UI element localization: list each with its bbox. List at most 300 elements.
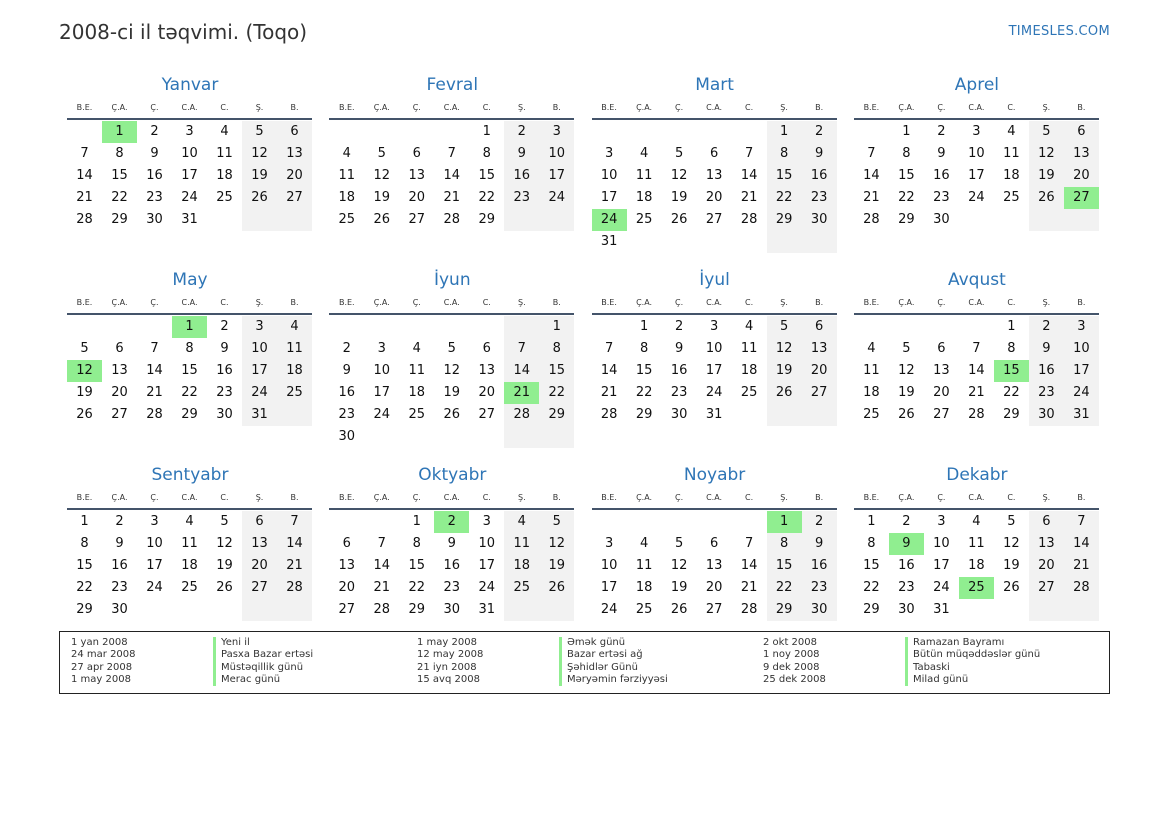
day-cell: 22 [76,580,93,595]
day-cell: 18 [635,190,653,205]
day-cell: 3 [185,124,194,139]
day-cell: 6 [412,146,421,161]
day-cell: 20 [338,580,356,595]
legend-holiday-name: Bütün müqəddəslər günü [905,649,1040,661]
weekday-label: C.A. [443,492,460,502]
day-cell: 7 [80,146,89,161]
day-cell: 21 [600,385,618,400]
day-cell: 30 [216,407,233,422]
weekday-label: Ç. [412,102,421,112]
day-cell: 1 [902,124,911,139]
day-cell: 27 [338,602,356,617]
day-cell: 13 [1073,146,1090,161]
day-cell: 5 [220,514,229,529]
day-cell: 18 [1003,168,1020,183]
legend-names-column [905,637,1040,686]
weekday-label: B. [815,102,824,112]
weekday-header [329,291,575,313]
legend-date: 27 apr 2008 [71,661,133,673]
day-cell: 21 [740,580,758,595]
weekday-label: C. [1007,297,1016,307]
day-cell: 29 [635,407,653,422]
day-cell: 12 [898,363,915,378]
header-rule [854,313,1099,315]
day-cell: 6 [814,319,824,334]
legend-dates-column [71,637,136,686]
legend-date: 2 okt 2008 [763,637,817,648]
weekday-label: Ş. [780,102,788,112]
day-cell: 6 [709,536,719,551]
days-grid [592,316,837,448]
day-cell: 22 [863,580,880,595]
day-cell: 26 [1003,580,1020,595]
day-cell: 17 [600,190,618,205]
legend-holiday-name: Tabaski [905,662,1040,674]
day-cell: 20 [478,385,496,400]
day-cell: 28 [443,212,461,227]
day-cell: 26 [670,602,688,617]
day-cell: 15 [408,558,426,573]
day-cell: 19 [443,385,461,400]
day-cell: 25 [286,385,303,400]
day-cell: 3 [1077,319,1086,334]
month-block [854,464,1100,643]
day-cell: 26 [1038,190,1055,205]
day-cell: 4 [972,514,981,529]
day-cell: 2 [674,319,684,334]
day-cell: 10 [146,536,163,551]
day-cell: 23 [1038,385,1055,400]
day-cell: 9 [447,536,456,551]
day-cell: 9 [814,536,824,551]
day-cell: 2 [342,341,351,356]
weekday-label: Ş. [255,492,264,502]
month-block [592,464,838,643]
day-cell: 25 [740,385,758,400]
day-cell: 13 [338,558,356,573]
day-cell: 18 [338,190,356,205]
day-cell: 24 [478,580,496,595]
day-cell: 6 [937,341,946,356]
weekday-label: Ç. [675,102,684,112]
day-cell: 19 [898,385,915,400]
day-cell: 10 [1073,341,1090,356]
month-name: Dekabr [946,465,1008,485]
day-cell: 14 [286,536,303,551]
day-cell: 23 [443,580,461,595]
weekday-label: Ç. [937,102,946,112]
day-cell: 21 [1073,558,1090,573]
day-cell: 19 [251,168,268,183]
day-cell: 17 [146,558,163,573]
day-cell: 7 [517,341,526,356]
weekday-label: C.A. [706,102,723,112]
weekday-label: Ç. [675,492,684,502]
days-grid [592,121,837,253]
weekday-label: Ş. [517,297,526,307]
day-cell: 23 [670,385,688,400]
day-cell: 5 [255,124,264,139]
day-cell: 7 [867,146,876,161]
day-cell: 22 [548,385,566,400]
day-cell: 9 [1042,341,1051,356]
weekday-label: C. [482,297,491,307]
day-cell: 23 [810,190,828,205]
weekday-label: Ç.A. [373,492,390,502]
day-cell: 16 [670,363,688,378]
day-cell: 27 [408,212,426,227]
day-cell: 8 [867,536,876,551]
weekday-label: Ç.A. [898,297,915,307]
legend-dates-column [417,637,483,686]
day-cell: 26 [373,212,391,227]
day-cell: 20 [1073,168,1090,183]
weekday-label: B.E. [338,492,355,502]
weekday-label: B. [290,297,299,307]
weekday-label: C.A. [443,297,460,307]
day-cell: 20 [251,558,268,573]
day-cell: 18 [286,363,303,378]
legend-date: 12 may 2008 [417,649,484,661]
day-cell: 23 [216,385,233,400]
weekday-label: Ş. [1042,297,1051,307]
day-cell: 19 [548,558,566,573]
month-block [592,269,838,448]
weekday-label: C. [745,102,754,112]
day-cell: 21 [443,190,461,205]
day-cell: 4 [744,319,754,334]
day-cell: 24 [968,190,985,205]
legend-date: 24 mar 2008 [71,649,136,661]
holiday-day-cell: 1 [172,316,207,338]
day-cell: 25 [513,580,531,595]
legend-date: 9 dek 2008 [763,661,820,673]
weekday-label: B. [1077,102,1086,112]
header-rule [854,508,1099,510]
weekday-header [854,291,1100,313]
day-cell: 30 [338,429,356,444]
weekday-label: B. [290,102,299,112]
day-cell: 4 [185,514,194,529]
day-cell: 21 [968,385,985,400]
day-cell: 10 [181,146,198,161]
day-cell: 3 [150,514,159,529]
weekday-label: C. [482,102,491,112]
day-cell: 16 [810,168,828,183]
day-cell: 26 [76,407,93,422]
day-cell: 4 [1007,124,1016,139]
weekday-label: C. [220,492,229,502]
day-cell: 15 [775,558,793,573]
day-cell: 24 [181,190,198,205]
weekday-label: Ş. [780,297,788,307]
day-cell: 27 [111,407,128,422]
day-cell: 16 [111,558,128,573]
weekday-label: B. [552,102,561,112]
weekday-label: Ç.A. [373,297,390,307]
day-cell: 19 [373,190,391,205]
weekday-label: B. [552,297,561,307]
day-cell: 13 [478,363,496,378]
weekday-label: B.E. [863,297,880,307]
legend-holiday-name: Müstəqillik günü [213,662,313,674]
day-cell: 19 [670,190,688,205]
day-cell: 1 [1007,319,1016,334]
day-cell: 14 [968,363,985,378]
day-cell: 11 [863,363,880,378]
day-cell: 8 [412,536,421,551]
day-cell: 24 [600,602,618,617]
weekday-header [592,291,838,313]
weekday-label: Ç.A. [111,102,128,112]
day-cell: 9 [517,146,526,161]
day-cell: 2 [937,124,946,139]
weekday-label: B.E. [76,102,93,112]
weekday-label: Ş. [517,102,526,112]
legend-holiday-name: Şəhidlər Günü [559,662,668,674]
weekday-header [67,486,313,508]
month-block [67,464,313,643]
day-cell: 29 [478,212,496,227]
day-cell: 16 [443,558,461,573]
day-cell: 15 [635,363,653,378]
weekday-label: Ç. [150,492,159,502]
days-grid [329,316,574,448]
day-cell: 24 [705,385,723,400]
day-cell: 27 [705,212,723,227]
day-cell: 2 [115,514,124,529]
weekday-label: C.A. [968,492,985,502]
legend-date: 1 noy 2008 [763,649,820,661]
day-cell: 7 [744,536,754,551]
day-cell: 31 [933,602,950,617]
day-cell: 31 [1073,407,1090,422]
day-cell: 9 [342,363,351,378]
day-cell: 16 [338,385,356,400]
day-cell: 6 [709,146,719,161]
header-rule [592,313,837,315]
day-cell: 22 [1003,385,1020,400]
day-cell: 15 [76,558,93,573]
day-cell: 12 [373,168,391,183]
day-cell: 15 [775,168,793,183]
day-cell: 2 [902,514,911,529]
weekday-header [854,486,1100,508]
day-cell: 7 [150,341,159,356]
weekday-label: Ş. [517,492,526,502]
day-cell: 8 [779,146,789,161]
day-cell: 17 [478,558,496,573]
header-rule [67,118,312,120]
day-cell: 23 [111,580,128,595]
day-cell: 17 [373,385,391,400]
day-cell: 14 [1073,536,1090,551]
day-cell: 17 [600,580,618,595]
day-cell: 26 [251,190,268,205]
day-cell: 28 [863,212,880,227]
day-cell: 5 [1007,514,1016,529]
day-cell: 17 [548,168,566,183]
holiday-day-cell: 9 [889,533,924,555]
weekday-header [67,96,313,118]
month-name: Oktyabr [418,465,487,485]
holiday-legend [59,631,1110,694]
weekday-label: Ş. [1042,492,1051,502]
weekday-label: B.E. [601,102,617,112]
weekday-label: Ç. [412,492,421,502]
day-cell: 12 [775,341,793,356]
day-cell: 3 [482,514,491,529]
weekday-label: C.A. [968,297,985,307]
day-cell: 10 [968,146,985,161]
day-cell: 8 [482,146,491,161]
day-cell: 23 [810,580,828,595]
day-cell: 8 [185,341,194,356]
day-cell: 17 [968,168,985,183]
day-cell: 26 [670,212,688,227]
weekday-label: C.A. [968,102,985,112]
weekday-label: C. [1007,492,1016,502]
legend-holiday-name: Milad günü [905,674,1040,686]
legend-dates-column [763,637,826,686]
day-cell: 9 [150,146,159,161]
month-name: Noyabr [683,465,746,485]
legend-holiday-name: Bazar ertəsi ağ [559,649,668,661]
day-cell: 10 [600,558,618,573]
weekday-label: B.E. [338,102,355,112]
day-cell: 8 [552,341,561,356]
weekday-header [329,96,575,118]
day-cell: 11 [635,558,653,573]
day-cell: 28 [740,602,758,617]
legend-holiday-name: Ramazan Bayramı [905,637,1040,649]
day-cell: 13 [286,146,303,161]
day-cell: 20 [810,363,828,378]
weekday-label: Ş. [255,297,264,307]
day-cell: 20 [111,385,128,400]
weekday-label: C. [220,102,229,112]
day-cell: 16 [933,168,950,183]
weekday-label: C.A. [181,102,198,112]
weekday-label: Ş. [1042,102,1051,112]
day-cell: 1 [779,124,789,139]
day-cell: 14 [863,168,880,183]
day-cell: 24 [251,385,268,400]
day-cell: 25 [338,212,356,227]
day-cell: 11 [286,341,303,356]
day-cell: 7 [1077,514,1086,529]
weekday-label: B. [552,492,561,502]
day-cell: 27 [478,407,496,422]
day-cell: 22 [775,580,793,595]
page-title: 2008-ci il təqvimi. (Toqo) [59,20,308,44]
day-cell: 18 [181,558,198,573]
month-block [67,269,313,448]
weekday-label: C. [745,492,754,502]
day-cell: 12 [670,558,688,573]
day-cell: 11 [740,341,758,356]
day-cell: 7 [744,146,754,161]
day-cell: 24 [373,407,391,422]
header-rule [329,118,574,120]
weekday-label: C. [745,297,754,307]
day-cell: 4 [867,341,876,356]
day-cell: 19 [1003,558,1020,573]
day-cell: 28 [968,407,985,422]
weekday-label: Ç.A. [636,492,653,502]
day-cell: 28 [146,407,163,422]
day-cell: 12 [670,168,688,183]
day-cell: 4 [517,514,526,529]
day-cell: 7 [290,514,299,529]
day-cell: 2 [517,124,526,139]
day-cell: 11 [968,536,985,551]
day-cell: 30 [670,407,688,422]
month-name: Aprel [954,75,999,95]
calendar-grid [67,74,1103,629]
day-cell: 4 [290,319,299,334]
day-cell: 16 [216,363,233,378]
day-cell: 2 [150,124,159,139]
weekday-label: Ç. [937,297,946,307]
day-cell: 1 [482,124,491,139]
weekday-label: Ş. [780,492,788,502]
day-cell: 15 [898,168,915,183]
day-cell: 5 [674,536,684,551]
day-cell: 27 [1038,580,1055,595]
day-cell: 4 [220,124,229,139]
legend-date: 25 dek 2008 [763,673,826,685]
day-cell: 24 [548,190,566,205]
day-cell: 21 [146,385,163,400]
day-cell: 18 [968,558,985,573]
day-cell: 10 [478,536,496,551]
day-cell: 12 [1038,146,1055,161]
day-cell: 1 [80,514,89,529]
day-cell: 27 [933,407,950,422]
day-cell: 27 [286,190,303,205]
weekday-label: C.A. [181,492,198,502]
day-cell: 7 [972,341,981,356]
day-cell: 11 [408,363,426,378]
day-cell: 11 [181,536,198,551]
day-cell: 16 [513,168,531,183]
month-name: Sentyabr [151,465,229,485]
day-cell: 6 [1077,124,1086,139]
day-cell: 25 [635,212,653,227]
day-cell: 19 [216,558,233,573]
day-cell: 2 [1042,319,1051,334]
day-cell: 22 [181,385,198,400]
day-cell: 30 [898,602,915,617]
day-cell: 25 [216,190,233,205]
day-cell: 29 [181,407,198,422]
month-name: Mart [695,75,734,95]
day-cell: 10 [373,363,391,378]
day-cell: 25 [408,407,426,422]
day-cell: 13 [1038,536,1055,551]
weekday-label: C.A. [181,297,198,307]
site-brand-link[interactable]: TIMESLES.COM [1008,24,1110,39]
day-cell: 7 [604,341,614,356]
legend-names-column [559,637,668,686]
day-cell: 13 [810,341,828,356]
weekday-label: Ş. [255,102,264,112]
day-cell: 3 [255,319,264,334]
day-cell: 15 [478,168,496,183]
legend-holiday-name: Pasxa Bazar ertəsi [213,649,313,661]
day-cell: 30 [933,212,950,227]
